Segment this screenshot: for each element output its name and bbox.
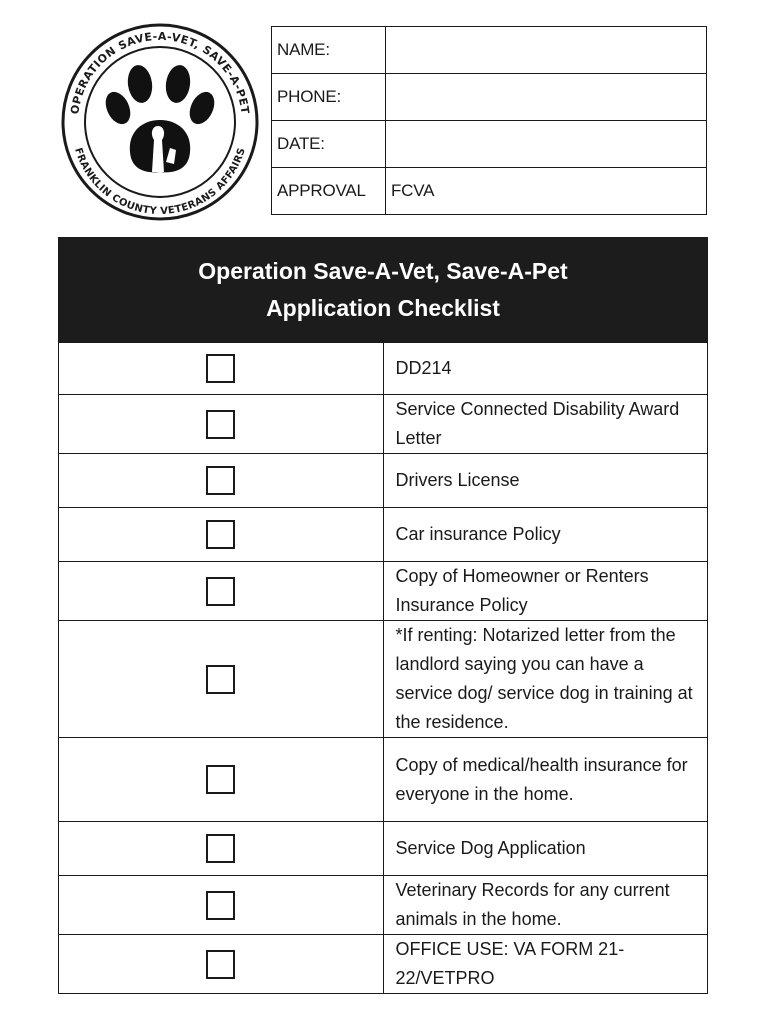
organization-seal-logo	[58, 22, 262, 222]
info-label: PHONE:	[272, 74, 386, 121]
checklist-title-line-1: Operation Save-A-Vet, Save-A-Pet	[198, 258, 568, 284]
checklist-checkbox[interactable]	[206, 466, 235, 495]
seal-top-text: OPERATION SAVE-A-VET, SAVE-A-PET	[68, 29, 252, 116]
checkbox-cell	[59, 621, 384, 738]
info-value-field[interactable]	[386, 121, 707, 168]
info-label: DATE:	[272, 121, 386, 168]
checklist-row	[59, 621, 708, 738]
checklist-row	[59, 508, 708, 562]
checkbox-cell	[59, 454, 384, 508]
info-value-field[interactable]	[386, 74, 707, 121]
seal-bottom-text: FRANKLIN COUNTY VETERANS AFFAIRS	[72, 146, 248, 218]
checklist-item-text: Copy of Homeowner or Renters Insurance Policy	[383, 562, 708, 621]
info-row	[272, 121, 707, 168]
checklist-checkbox[interactable]	[206, 577, 235, 606]
info-label: APPROVAL	[272, 168, 386, 215]
info-row	[272, 168, 707, 215]
checklist-item-text: DD214	[383, 343, 708, 395]
info-value-field[interactable]	[386, 27, 707, 74]
checkbox-cell	[59, 876, 384, 935]
checklist-checkbox[interactable]	[206, 891, 235, 920]
checkbox-cell	[59, 935, 384, 994]
checkbox-cell	[59, 738, 384, 822]
checklist-item-text: Veterinary Records for any current animals in the home.	[383, 876, 708, 935]
checklist-checkbox[interactable]	[206, 520, 235, 549]
info-value-field[interactable]: FCVA	[386, 168, 707, 215]
checkbox-cell	[59, 343, 384, 395]
info-row	[272, 74, 707, 121]
checklist-title-line-2: Application Checklist	[266, 295, 500, 321]
checkbox-cell	[59, 508, 384, 562]
checklist-item-text: Service Connected Disability Award Letter	[383, 395, 708, 454]
checkbox-cell	[59, 562, 384, 621]
checklist-item-text: Car insurance Policy	[383, 508, 708, 562]
checklist-row	[59, 935, 708, 994]
info-row	[272, 27, 707, 74]
checklist-checkbox[interactable]	[206, 410, 235, 439]
checklist-row	[59, 343, 708, 395]
checklist-checkbox[interactable]	[206, 665, 235, 694]
checklist-checkbox[interactable]	[206, 354, 235, 383]
checklist-item-text: OFFICE USE: VA FORM 21-22/VETPRO	[383, 935, 708, 994]
checklist-header	[59, 238, 708, 343]
checkbox-cell	[59, 822, 384, 876]
checkbox-cell	[59, 395, 384, 454]
applicant-info-table	[271, 26, 707, 215]
checklist-checkbox[interactable]	[206, 765, 235, 794]
checklist-checkbox[interactable]	[206, 950, 235, 979]
svg-text:OPERATION SAVE-A-VET, SAVE-A-P	[68, 30, 251, 115]
checklist-item-text: Drivers License	[383, 454, 708, 508]
application-checklist	[58, 237, 708, 994]
checklist-item-text: Service Dog Application	[383, 822, 708, 876]
checklist-row	[59, 822, 708, 876]
checklist-row	[59, 454, 708, 508]
checklist-row	[59, 876, 708, 935]
info-label: NAME:	[272, 27, 386, 74]
checklist-item-text: *If renting: Notarized letter from the landlord saying you can have a service dog/ service dog in training at the residence.	[383, 621, 708, 738]
checklist-checkbox[interactable]	[206, 834, 235, 863]
checklist-item-text: Copy of medical/health insurance for everyone in the home.	[383, 738, 708, 822]
checklist-row	[59, 562, 708, 621]
checklist-row	[59, 395, 708, 454]
checklist-row	[59, 738, 708, 822]
